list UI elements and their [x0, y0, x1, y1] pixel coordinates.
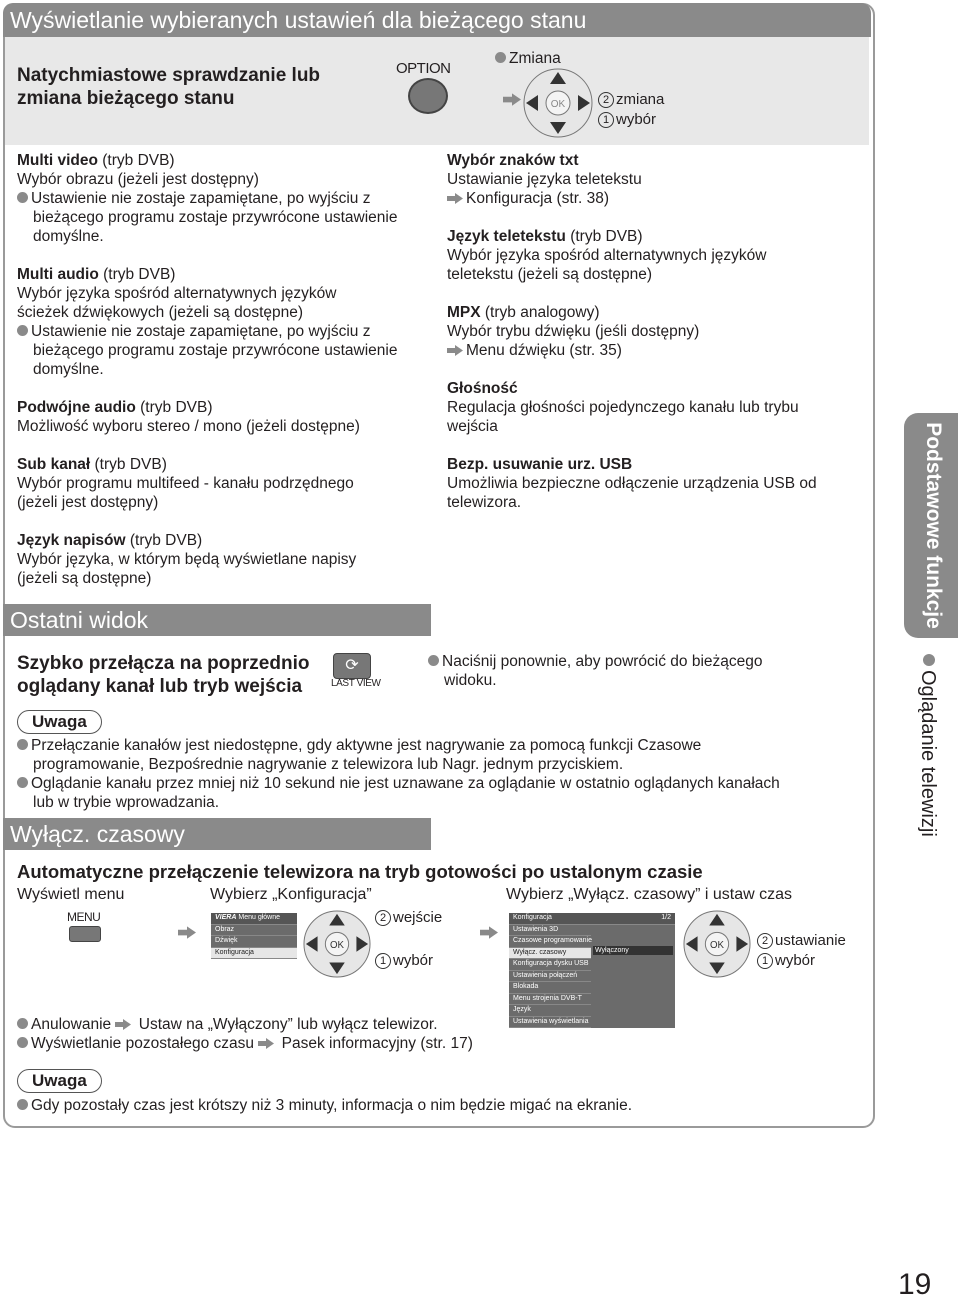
svg-text:OK: OK [709, 939, 725, 951]
arrow-icon [480, 926, 498, 939]
page-number: 19 [898, 1268, 932, 1301]
menu-button[interactable] [69, 926, 101, 942]
bullet-icon [17, 1018, 28, 1029]
menu-item-selected[interactable]: Konfiguracja [211, 948, 297, 960]
step-select: 1 wybór [375, 952, 433, 969]
note-badge: Uwaga [17, 1069, 102, 1093]
navigation-pad-icon[interactable] [682, 910, 752, 978]
section-off-timer: Wyłącz. czasowy [3, 818, 431, 850]
last-view-notes: Przełączanie kanałów jest niedostępne, gdy aktywne jest nagrywanie za pomocą funkcji Czasowe programowanie, Bezpośrednie nagrywanie z telewizora lub Nagr. jednym przyciskiem. Oglądanie kanału przez mniej niż 10 sekund nie jest uznawane za oglądanie w ostatnio oglądanych kanałach lub w trybie wprowadzania. [17, 736, 780, 812]
option-label: OPTION [396, 60, 451, 77]
menu-label: MENU [67, 910, 101, 924]
last-view-note: Naciśnij ponownie, aby powrócić do bieżącego widoku. [428, 652, 763, 690]
right-column: Wybór znaków txt Ustawianie języka teletekstu Konfiguracja (str. 38) Język teletekstu (tryb DVB) Wybór języka spośród alternatywnych języków teletekstu (jeżeli są dostępne) MPX (tryb analogowy) Wybór trybu dźwięku (jeśli dostępny) Menu dźwięku (str. 35) Głośność Regulacja głośności pojedynczego kanału lub trybu wejścia Bezp. usuwanie urz. USB Umożliwia bezpieczne odłączenie urządzenia USB od telewizora. [447, 152, 817, 511]
svg-text:OK: OK [329, 939, 345, 951]
timer-value[interactable]: Wyłączony [593, 946, 673, 955]
bullet-icon [17, 325, 28, 336]
menu-item[interactable]: Konfiguracja dysku USB [509, 959, 591, 971]
navigation-pad-icon[interactable] [522, 68, 594, 138]
menu-item[interactable]: Ustawienia 3D [509, 925, 591, 937]
step-b-label: Wybierz „Konfiguracja” [210, 886, 372, 903]
step-set: 2 ustawianie [757, 932, 846, 949]
step-a-label: Wyświetl menu [17, 886, 125, 903]
last-view-button[interactable] [333, 653, 371, 679]
menu-item[interactable]: Obraz [211, 925, 297, 937]
bullet-icon [495, 52, 506, 63]
menu-item[interactable]: Dźwięk [211, 936, 297, 948]
ok-label: OK [550, 99, 566, 110]
menu-item[interactable]: Ustawienia wyświetlania [509, 1017, 591, 1029]
brand-logo: VIERA [215, 914, 237, 921]
timer-notes: Anulowanie Ustaw na „Wyłączony” lub wyłącz telewizor. Wyświetlanie pozostałego czasu Pasek informacyjny (str. 17) [17, 1015, 473, 1053]
arrow-icon [258, 1038, 274, 1049]
timer-heading: Automatyczne przełączenie telewizora na tryb gotowości po ustalonym czasie [17, 861, 703, 882]
step-select: 1 wybór [757, 952, 815, 969]
change-note: Zmiana [495, 50, 561, 68]
config-menu-screen: Konfiguracja 1/2 Ustawienia 3D Czasowe programowanie Wyłącz. czasowy Konfiguracja dysku USB Ustawienia połączeń Blokada Menu strojenia DVB-T Język Ustawienia wyświetlania Wyłączony [509, 913, 675, 1028]
menu-item-selected[interactable]: Wyłącz. czasowy [509, 948, 591, 960]
arrow-icon [447, 193, 463, 204]
menu-item[interactable]: Czasowe programowanie [509, 936, 591, 948]
last-view-label: LAST VIEW [331, 678, 381, 689]
arrow-icon [178, 926, 196, 939]
side-bullet-icon [923, 654, 935, 666]
step-select: 1 wybór [598, 111, 656, 128]
arrow-icon [447, 345, 463, 356]
section-last-view: Ostatni widok [3, 604, 431, 636]
bullet-icon [428, 655, 439, 666]
menu-item[interactable]: Ustawienia połączeń [509, 971, 591, 983]
intro-heading: Natychmiastowe sprawdzanie lub zmiana bieżącego stanu [17, 65, 321, 109]
arrow-icon [503, 93, 521, 106]
step-change: 2 zmiana [598, 91, 664, 108]
menu-item[interactable]: Język [509, 1005, 591, 1017]
page-title: Wyświetlanie wybieranych ustawień dla bieżącego stanu [3, 3, 871, 37]
note-badge: Uwaga [17, 710, 102, 734]
step-enter: 2 wejście [375, 909, 442, 926]
main-menu-screen: VIERA Menu główne Obraz Dźwięk Konfiguracja [211, 913, 297, 959]
timer-warning: Gdy pozostały czas jest krótszy niż 3 minuty, informacja o nim będzie migać na ekranie. [17, 1096, 632, 1115]
left-column: Multi video (tryb DVB) Wybór obrazu (jeżeli jest dostępny) Ustawienie nie zostaje zapamiętane, po wyjściu z bieżącego programu zostaje przywrócone ustawienie domyślne. Multi audio (tryb DVB) Wybór języka spośród alternatywnych języków ścieżek dźwiękowych (jeżeli są dostępne) Ustawienie nie zostaje zapamiętane, po wyjściu z bieżącego programu zostaje przywrócone ustawienie domyślne. Podwójne audio (tryb DVB) Możliwość wyboru stereo / mono (jeżeli dostępne) Sub kanał (tryb DVB) Wybór programu multifeed - kanału podrzędnego (jeżeli jest dostępny) Język napisów (tryb DVB) Wybór języka, w którym będą wyświetlane napisy (jeżeli są dostępne) [17, 152, 398, 587]
navigation-pad-icon[interactable] [302, 910, 372, 978]
step-c-label: Wybierz „Wyłącz. czasowy” i ustaw czas [506, 886, 792, 903]
refresh-icon: ⟳ [345, 657, 359, 674]
menu-item[interactable]: Menu strojenia DVB-T [509, 994, 591, 1006]
bullet-icon [17, 739, 28, 750]
option-button[interactable] [408, 78, 448, 114]
bullet-icon [17, 777, 28, 788]
bullet-icon [17, 1037, 28, 1048]
arrow-icon [115, 1019, 131, 1030]
last-view-heading: Szybko przełącza na poprzednio oglądany kanał lub tryb wejścia [17, 653, 310, 697]
menu-item[interactable]: Blokada [509, 982, 591, 994]
side-section-label: Oglądanie telewizji [917, 670, 939, 837]
side-tab-label: Podstawowe funkcje [922, 422, 945, 629]
bullet-icon [17, 192, 28, 203]
bullet-icon [17, 1099, 28, 1110]
